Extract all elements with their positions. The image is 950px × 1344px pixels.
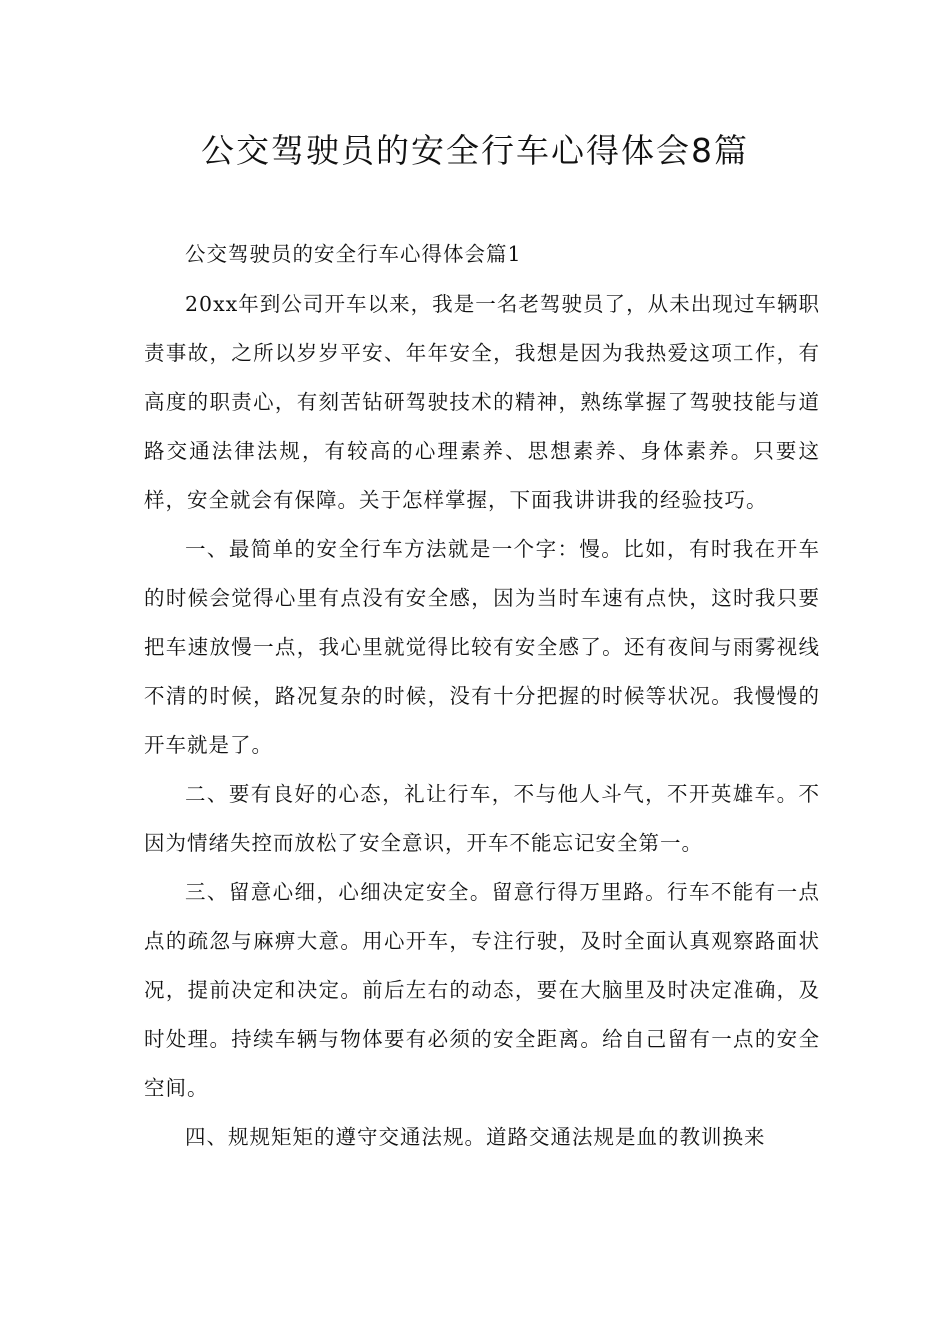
body-paragraph: 一、最简单的安全行车方法就是一个字：慢。比如，有时我在开车的时候会觉得心里有点没有安全感，因为当时车速有点快，这时我只要把车速放慢一点，我心里就觉得比较有安全感了。还有夜间与雨雾视线不清的时候，路况复杂的时候，没有十分把握的时候等状况。我慢慢的开车就是了。 bbox=[144, 537, 820, 757]
body-paragraph: 二、要有良好的心态，礼让行车，不与他人斗气，不开英雄车。不因为情绪失控而放松了安全意识，开车不能忘记安全第一。 bbox=[144, 782, 820, 855]
body-paragraph: 20xx年到公司开车以来，我是一名老驾驶员了，从未出现过车辆职责事故，之所以岁岁平安、年年安全，我想是因为我热爱这项工作，有高度的职责心，有刻苦钻研驾驶技术的精神，熟练掌握了驾驶技能与道路交通法律法规，有较高的心理素养、思想素养、身体素养。只要这样，安全就会有保障。关于怎样掌握，下面我讲讲我的经验技巧。 bbox=[144, 292, 820, 512]
body-paragraph: 四、规规矩矩的遵守交通法规。道路交通法规是血的教训换来 bbox=[185, 1125, 766, 1149]
body-paragraph: 三、留意心细，心细决定安全。留意行得万里路。行车不能有一点点的疏忽与麻痹大意。用心开车，专注行驶，及时全面认真观察路面状况，提前决定和决定。前后左右的动态，要在大脑里及时决定准确，及时处理。持续车辆与物体要有必须的安全距离。给自己留有一点的安全空间。 bbox=[144, 880, 820, 1100]
section-heading: 公交驾驶员的安全行车心得体会篇1 bbox=[185, 242, 522, 266]
document-body bbox=[144, 230, 820, 1162]
document-title: 公交驾驶员的安全行车心得体会8篇 bbox=[201, 131, 749, 170]
